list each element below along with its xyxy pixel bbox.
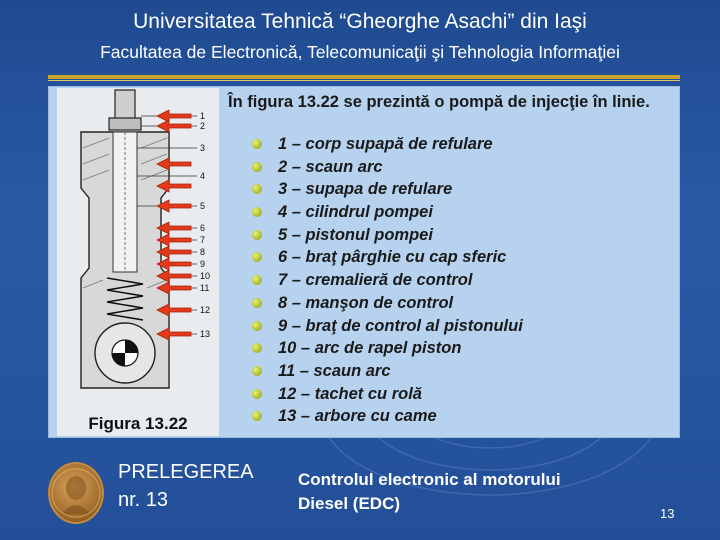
university-medal-logo <box>48 462 104 524</box>
page-number: 13 <box>660 506 675 521</box>
bullet-icon <box>252 343 262 353</box>
bullet-icon <box>252 162 262 172</box>
portrait-relief-icon <box>50 464 102 522</box>
list-item: 10 – arc de rapel piston <box>252 337 523 360</box>
bullet-icon <box>252 139 262 149</box>
list-item: 5 – pistonul pompei <box>252 224 523 247</box>
list-item: 11 – scaun arc <box>252 360 523 383</box>
parts-list <box>252 133 523 428</box>
bullet-icon <box>252 252 262 262</box>
bullet-icon <box>252 184 262 194</box>
injection-pump-drawing <box>57 88 219 408</box>
callout-3: 3 <box>200 143 206 153</box>
header-divider <box>48 75 680 79</box>
callout-5: 5 <box>200 201 206 211</box>
lecture-line-2: nr. 13 <box>118 489 169 511</box>
callout-1: 1 <box>200 111 206 121</box>
list-item: 2 – scaun arc <box>252 156 523 179</box>
callout-11: 11 <box>200 283 210 293</box>
callout-13: 13 <box>200 329 211 339</box>
list-item: 12 – tachet cu rolă <box>252 383 523 406</box>
lecture-line-1: PRELEGEREA <box>118 461 254 483</box>
bullet-icon <box>252 230 262 240</box>
bullet-icon <box>252 389 262 399</box>
callout-4: 4 <box>200 171 206 181</box>
list-item: 4 – cilindrul pompei <box>252 201 523 224</box>
figure-caption: Figura 13.22 <box>88 414 188 433</box>
callout-2: 2 <box>200 121 206 131</box>
list-item: 3 – supapa de refulare <box>252 178 523 201</box>
list-item: 8 – manşon de control <box>252 292 523 315</box>
callout-7: 7 <box>200 235 206 245</box>
bullet-icon <box>252 411 262 421</box>
list-item: 9 – braţ de control al pistonului <box>252 315 523 338</box>
faculty-subtitle: Facultatea de Electronică, Telecomunicaţii şi Tehnologia Informaţiei <box>100 42 620 62</box>
pump-figure <box>57 88 219 436</box>
list-item: 13 – arbore cu came <box>252 405 523 428</box>
topic-line-2: Diesel (EDC) <box>298 494 401 513</box>
intro-text: În figura 13.22 se prezintă o pompă de injecţie în linie. <box>228 93 650 111</box>
topic-line-1: Controlul electronic al motorului <box>298 470 561 489</box>
bullet-icon <box>252 321 262 331</box>
course-topic <box>298 468 561 516</box>
bullet-icon <box>252 366 262 376</box>
list-item: 1 – corp supapă de refulare <box>252 133 523 156</box>
callout-8: 8 <box>200 247 206 257</box>
header-divider-thin <box>48 80 680 81</box>
bullet-icon <box>252 275 262 285</box>
callout-10: 10 <box>200 271 211 281</box>
callout-9: 9 <box>200 259 206 269</box>
lecture-label <box>118 458 254 514</box>
bullet-icon <box>252 207 262 217</box>
bullet-icon <box>252 298 262 308</box>
university-title: Universitatea Tehnică “Gheorghe Asachi” din Iaşi <box>133 10 587 33</box>
callout-12: 12 <box>200 305 211 315</box>
callout-6: 6 <box>200 223 206 233</box>
list-item: 6 – braţ pârghie cu cap sferic <box>252 246 523 269</box>
slide-header <box>0 8 720 64</box>
list-item: 7 – cremalieră de control <box>252 269 523 292</box>
